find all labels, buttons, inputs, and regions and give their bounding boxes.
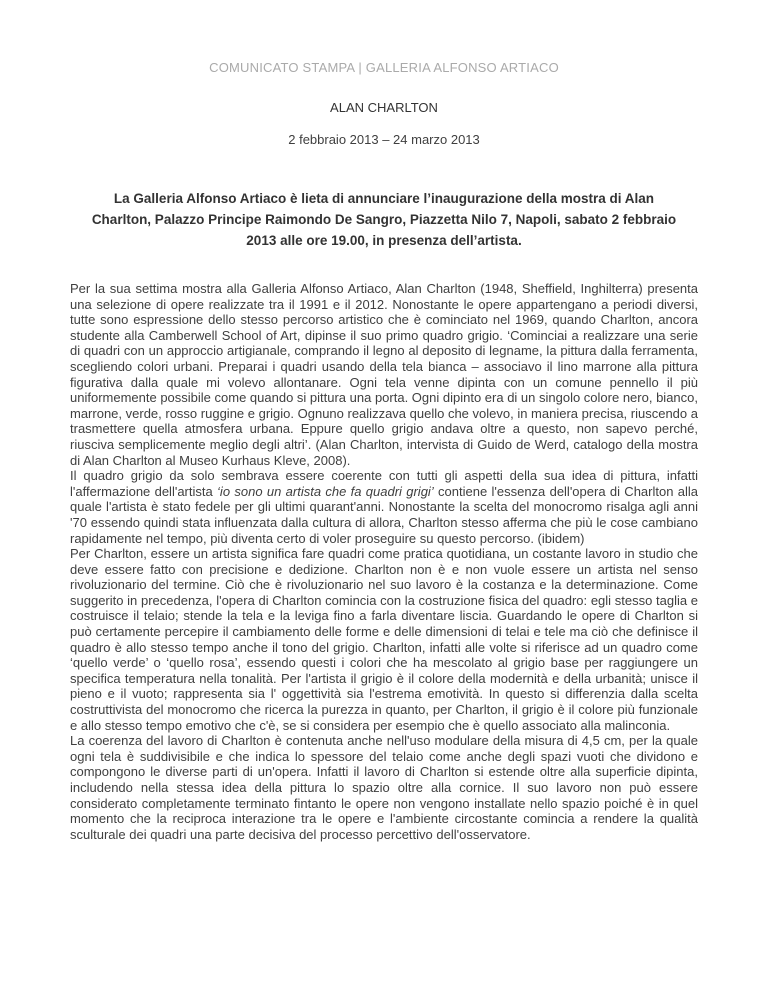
paragraph bbox=[70, 546, 698, 733]
paragraph-text: Il quadro grigio da solo sembrava essere coerente con tutti gli aspetti della sua idea di pittura, infatti l'affermazione dell'artista bbox=[70, 468, 698, 499]
announcement-paragraph: La Galleria Alfonso Artiaco è lieta di annunciare l’inaugurazione della mostra di Alan Charlton, Palazzo Principe Raimondo De Sangro, Piazzetta Nilo 7, Napoli, sabato 2 febbraio 2013 alle ore 19.00, in presenza dell’artista. bbox=[91, 191, 677, 248]
exhibition-dates: 2 febbraio 2013 – 24 marzo 2013 bbox=[288, 132, 480, 147]
body-paragraphs bbox=[70, 281, 698, 842]
press-release-header: COMUNICATO STAMPA | GALLERIA ALFONSO ARTIACO bbox=[209, 60, 559, 75]
paragraph-text: contiene l'essenza dell'opera di Charlton alla quale l'artista è stato fedele per gli ultimi quarant'anni. Nonostante la scelta del monocromo risalga agli anni '70 essendo quindi stata influenzata dalla cultura di allora, Charlton stesso afferma che più le cose cambiano rapidamente nel tempo, più diventa certo di voler proseguire su questo percorso. (ibidem) bbox=[70, 483, 698, 546]
paragraph bbox=[70, 281, 698, 468]
paragraph bbox=[70, 468, 698, 546]
paragraph bbox=[70, 733, 698, 842]
paragraph-text: La coerenza del lavoro di Charlton è contenuta anche nell'uso modulare della misura di 4,5 cm, per la quale ogni tela è suddivisibile e che indica lo spessore del telaio come anche degli spazi vuoti che dividono e compongono le diverse parti di un'opera. Infatti il lavoro di Charlton si estende oltre alla superficie dipinta, includendo nella stessa idea della pittura lo spazio oltre alla cornice. Il suo lavoro non può essere considerato completamente terminato fintanto le opere non vengono installate nello spazio poiché è in quel momento che la reciproca interazione tra le opere e l'ambiente circostante comincia a rendere la qualità sculturale dei quadri una parte decisiva del processo percettivo dell'osservatore. bbox=[70, 733, 698, 842]
artist-title: ALAN CHARLTON bbox=[330, 100, 438, 115]
italic-quote-text: ‘io sono un artista che fa quadri grigi’ bbox=[217, 483, 434, 499]
paragraph-text: Per Charlton, essere un artista significa fare quadri come pratica quotidiana, un costante lavoro in studio che deve essere fatto con precisione e dedizione. Charlton non è e non vuole essere un artista nel senso rivoluzionario del termine. Ciò che è rivoluzionario nel suo lavoro è la costanza e la determinazione. Come suggerito in precedenza, l'opera di Charlton comincia con la costruzione fisica del quadro: egli stesso taglia e costruisce il telaio; stende la tela e la leviga fino a farla diventare liscia. Guardando le opere di Charlton si può certamente percepire il cambiamento delle forme e delle dimensioni di telai e tele ma ciò che definisce il quadro è allo stesso tempo anche il tono del grigio. Charlton, infatti alle volte si riferisce ad un quadro come ‘quello verde’ o ‘quello rosa’, essendo questi i colori che ha mescolato al grigio base per raggiungere un specifica temperatura nella tonalità. Per l'artista il grigio è il colore della modernità e della urbanità; unisce il pieno e il vuoto; rappresenta sia l' oggettività sia l'estrema emotività. In questo si differenzia dalla scelta costruttivista del monocromo che ricerca la purezza in quanto, per Charlton, il grigio è il colore più funzionale e allo stesso tempo emotivo che c'è, se si considera per esempio che è quello associato alla malinconia. bbox=[70, 546, 698, 733]
paragraph-text: Per la sua settima mostra alla Galleria Alfonso Artiaco, Alan Charlton (1948, Sheffield, Inghilterra) presenta una selezione di opere realizzate tra il 1991 e il 2012. Nonostante le opere appartengano a periodi diversi, tutte sono espressione dello stesso percorso artistico che è cominciato nel 1969, quando Charlton, ancora studente alla Camberwell School of Art, dipinse il suo primo quadro grigio. ‘Cominciai a realizzare una serie di quadri con un approccio artigianale, comprando il legno al deposito di legname, la pittura dalla ferramenta, scegliendo colori urbani. Preparai i quadri usando della tela bianca – associavo il lino marrone alla pittura figurativa dalla quale mi volevo allontanare. Ogni tela venne dipinta con un comune pennello il più uniformemente possibile come quando si pittura una porta. Ogni dipinto era di un singolo colore nero, bianco, marrone, verde, rosso ruggine e grigio. Ognuno realizzava quello che volevo, in maniera precisa, riuscendo a trasmettere quella atmosfera urbana. Eppure quello grigio andava oltre a questo, non sapevo perché, riusciva semplicemente meglio degli altri’. (Alan Charlton, intervista di Guido de Werd, catalogo della mostra di Alan Charlton al Museo Kurhaus Kleve, 2008). bbox=[70, 281, 698, 468]
